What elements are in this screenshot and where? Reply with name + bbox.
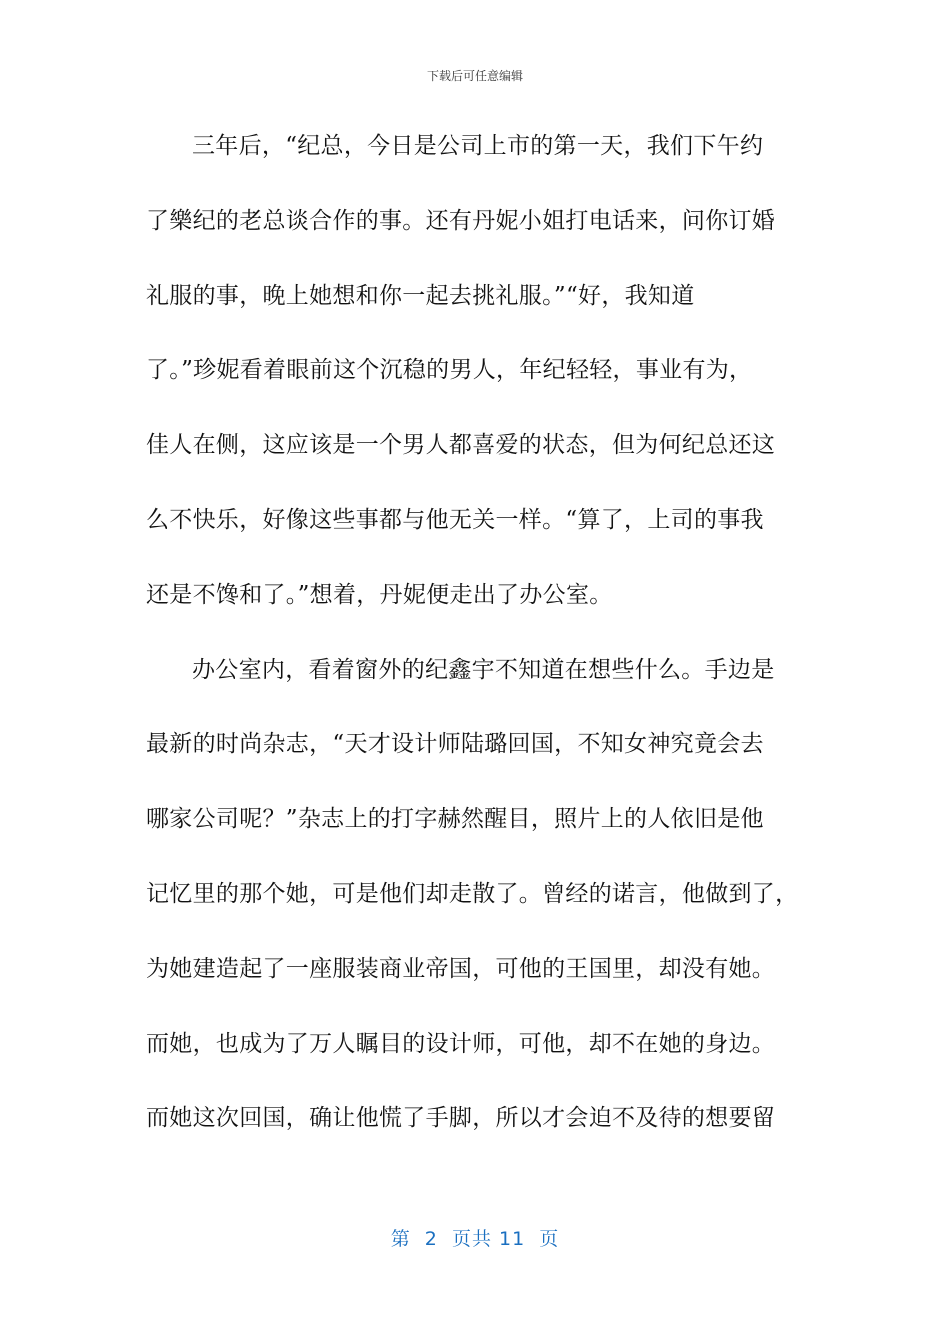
paragraph-line: 还是不馋和了。”想着，丹妮便走出了办公室。 [146, 581, 613, 608]
paragraph-line: 而她这次回国，确让他慌了手脚，所以才会迫不及待的想要留 [146, 1105, 776, 1132]
paragraph-line: 最新的时尚杂志，“天才设计师陆璐回国，不知女神究竟会去 [146, 731, 764, 758]
paragraph-line: 哪家公司呢？”杂志上的打字赫然醒目，照片上的人依旧是他 [146, 806, 764, 833]
paragraph-line: 礼服的事，晚上她想和你一起去挑礼服。”“好，我知道 [146, 282, 695, 309]
paragraph-line: 而她，也成为了万人瞩目的设计师，可他，却不在她的身边。 [146, 1030, 776, 1057]
paragraph-line: 么不快乐，好像这些事都与他无关一样。“算了，上司的事我 [146, 506, 764, 533]
page-number-footer: 第 2 页共 11 页 [390, 1228, 560, 1250]
page-header: 下载后可任意编辑 [426, 69, 523, 83]
paragraph-line: 了。”珍妮看着眼前这个沉稳的男人，年纪轻轻，事业有为， [146, 357, 753, 384]
paragraph-line: 三年后，“纪总，今日是公司上市的第一天，我们下午约 [192, 133, 764, 159]
paragraph-line: 记忆里的那个她，可是他们却走散了。曾经的诺言，他做到了， [146, 880, 799, 907]
paragraph-line: 了樂纪的老总谈合作的事。还有丹妮小姐打电话来，问你订婚 [146, 207, 776, 234]
paragraph-line: 佳人在侧，这应该是一个男人都喜爱的状态，但为何纪总还这 [146, 432, 776, 459]
document-body [146, 116, 806, 1163]
paragraph-line: 为她建造起了一座服装商业帝国，可他的王国里，却没有她。 [146, 955, 776, 982]
paragraph-line: 办公室内，看着窗外的纪鑫宇不知道在想些什么。手边是 [192, 656, 775, 683]
